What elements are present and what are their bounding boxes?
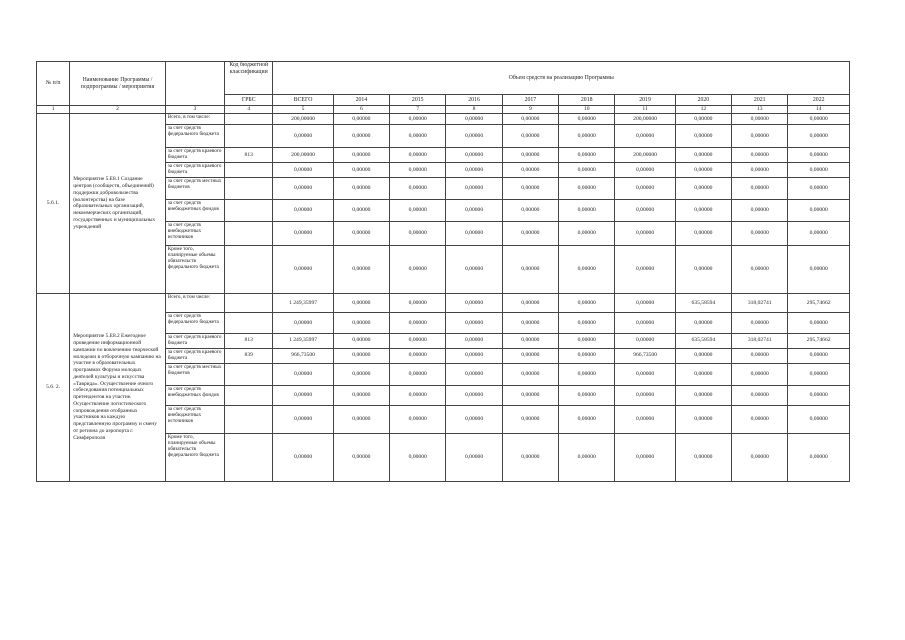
year-value-cell: 0,00000 xyxy=(502,348,558,363)
grbs-code xyxy=(225,162,273,177)
year-value-cell: 0,00000 xyxy=(732,363,788,385)
year-value-cell: 0,00000 xyxy=(788,125,850,148)
header-row-number: № п/п xyxy=(37,62,70,106)
year-value-cell: 0,00000 xyxy=(502,125,558,148)
year-value-cell: 200,00000 xyxy=(615,114,675,125)
year-value-cell: 0,00000 xyxy=(559,405,615,433)
grbs-code xyxy=(225,433,273,481)
year-value-cell: 0,00000 xyxy=(675,148,731,163)
header-year-2014: 2014 xyxy=(333,95,389,106)
year-value-cell: 0,00000 xyxy=(615,385,675,405)
year-value-cell: 0,00000 xyxy=(446,333,502,348)
year-value-cell: 0,00000 xyxy=(615,162,675,177)
year-value-cell: 0,00000 xyxy=(333,348,389,363)
year-value-cell: 0,00000 xyxy=(502,363,558,385)
total-value-cell: 1 249,35997 xyxy=(273,293,333,312)
column-number: 9 xyxy=(502,106,558,114)
funding-source-label: за счет средств внебюджетных источников xyxy=(165,405,224,433)
total-value-cell: 1 249,35997 xyxy=(273,333,333,348)
year-value-cell: 0,00000 xyxy=(559,162,615,177)
grbs-code xyxy=(225,199,273,221)
year-value-cell: 0,00000 xyxy=(615,405,675,433)
year-value-cell: 0,00000 xyxy=(390,433,446,481)
year-value-cell: 0,00000 xyxy=(502,433,558,481)
year-value-cell: 0,00000 xyxy=(333,148,389,163)
year-value-cell: 0,00000 xyxy=(502,405,558,433)
year-value-cell: 0,00000 xyxy=(390,245,446,293)
year-value-cell: 0,00000 xyxy=(333,363,389,385)
year-value-cell: 0,00000 xyxy=(446,245,502,293)
year-value-cell: 0,00000 xyxy=(788,405,850,433)
activity-number: 5.6. 2. xyxy=(37,293,70,481)
funding-source-label: Всего, в том числе: xyxy=(165,114,224,125)
funding-source-label: за счет средств внебюджетных фондов xyxy=(165,385,224,405)
year-value-cell: 0,00000 xyxy=(675,348,731,363)
year-value-cell: 0,00000 xyxy=(788,177,850,199)
header-year-2015: 2015 xyxy=(390,95,446,106)
grbs-code xyxy=(225,114,273,125)
table-row xyxy=(37,293,850,312)
year-value-cell: 0,00000 xyxy=(675,363,731,385)
year-value-cell: 0,00000 xyxy=(732,245,788,293)
year-value-cell: 0,00000 xyxy=(675,177,731,199)
year-value-cell: 0,00000 xyxy=(732,148,788,163)
year-value-cell: 0,00000 xyxy=(446,385,502,405)
year-value-cell: 0,00000 xyxy=(446,293,502,312)
year-value-cell: 0,00000 xyxy=(446,405,502,433)
column-number-row xyxy=(37,106,850,114)
year-value-cell: 0,00000 xyxy=(732,162,788,177)
total-value-cell: 0,00000 xyxy=(273,245,333,293)
column-number: 8 xyxy=(446,106,502,114)
year-value-cell: 966,73500 xyxy=(615,348,675,363)
header-funding-volume: Объем средств на реализацию Программы xyxy=(273,62,850,95)
year-value-cell: 0,00000 xyxy=(615,125,675,148)
funding-source-label: за счет средств федерального бюджета xyxy=(165,125,224,148)
year-value-cell: 0,00000 xyxy=(615,221,675,245)
year-value-cell: 0,00000 xyxy=(788,385,850,405)
grbs-code xyxy=(225,385,273,405)
year-value-cell: 0,00000 xyxy=(390,221,446,245)
column-number: 6 xyxy=(333,106,389,114)
year-value-cell: 0,00000 xyxy=(333,333,389,348)
total-value-cell: 0,00000 xyxy=(273,125,333,148)
year-value-cell: 0,00000 xyxy=(788,348,850,363)
grbs-code xyxy=(225,125,273,148)
grbs-code xyxy=(225,312,273,333)
column-number: 3 xyxy=(165,106,224,114)
year-value-cell: 0,00000 xyxy=(675,385,731,405)
year-value-cell: 0,00000 xyxy=(675,114,731,125)
year-value-cell: 0,00000 xyxy=(390,148,446,163)
funding-source-label: за счет средств местных бюджетов xyxy=(165,177,224,199)
year-value-cell: 0,00000 xyxy=(615,245,675,293)
total-value-cell: 0,00000 xyxy=(273,405,333,433)
grbs-code xyxy=(225,221,273,245)
year-value-cell: 0,00000 xyxy=(559,385,615,405)
year-value-cell: 0,00000 xyxy=(675,199,731,221)
funding-source-label: Кроме того, планируемые объемы обязательств федерального бюджета xyxy=(165,245,224,293)
year-value-cell: 0,00000 xyxy=(390,405,446,433)
year-value-cell: 0,00000 xyxy=(675,221,731,245)
year-value-cell: 0,00000 xyxy=(446,177,502,199)
total-value-cell: 0,00000 xyxy=(273,433,333,481)
year-value-cell: 0,00000 xyxy=(675,125,731,148)
column-number: 11 xyxy=(615,106,675,114)
year-value-cell: 0,00000 xyxy=(732,114,788,125)
year-value-cell: 0,00000 xyxy=(502,245,558,293)
year-value-cell: 0,00000 xyxy=(675,433,731,481)
total-value-cell: 0,00000 xyxy=(273,221,333,245)
year-value-cell: 295,74662 xyxy=(788,293,850,312)
funding-source-label: Кроме того, планируемые объемы обязательств федерального бюджета xyxy=(165,433,224,481)
year-value-cell: 0,00000 xyxy=(559,125,615,148)
year-value-cell: 0,00000 xyxy=(615,333,675,348)
year-value-cell: 0,00000 xyxy=(446,312,502,333)
year-value-cell: 0,00000 xyxy=(732,312,788,333)
year-value-cell: 0,00000 xyxy=(333,162,389,177)
year-value-cell: 0,00000 xyxy=(615,199,675,221)
total-value-cell: 0,00000 xyxy=(273,312,333,333)
year-value-cell: 0,00000 xyxy=(788,199,850,221)
column-number: 13 xyxy=(732,106,788,114)
year-value-cell: 0,00000 xyxy=(559,245,615,293)
year-value-cell: 0,00000 xyxy=(333,177,389,199)
year-value-cell: 0,00000 xyxy=(732,433,788,481)
year-value-cell: 0,00000 xyxy=(732,348,788,363)
year-value-cell: 0,00000 xyxy=(502,312,558,333)
year-value-cell: 0,00000 xyxy=(390,177,446,199)
year-value-cell: 0,00000 xyxy=(788,363,850,385)
year-value-cell: 0,00000 xyxy=(559,199,615,221)
total-value-cell: 0,00000 xyxy=(273,177,333,199)
year-value-cell: 0,00000 xyxy=(502,199,558,221)
year-value-cell: 0,00000 xyxy=(675,405,731,433)
year-value-cell: 0,00000 xyxy=(446,114,502,125)
year-value-cell: 0,00000 xyxy=(390,125,446,148)
header-year-2019: 2019 xyxy=(615,95,675,106)
year-value-cell: 0,00000 xyxy=(333,114,389,125)
year-value-cell: 0,00000 xyxy=(502,333,558,348)
funding-source-label: Всего, в том числе: xyxy=(165,293,224,312)
year-value-cell: 0,00000 xyxy=(559,114,615,125)
year-value-cell: 0,00000 xyxy=(390,385,446,405)
column-number: 7 xyxy=(390,106,446,114)
header-empty xyxy=(165,62,224,106)
year-value-cell: 0,00000 xyxy=(333,312,389,333)
year-value-cell: 0,00000 xyxy=(559,221,615,245)
year-value-cell: 0,00000 xyxy=(446,199,502,221)
header-year-2022: 2022 xyxy=(788,95,850,106)
header-total: ВСЕГО xyxy=(273,95,333,106)
grbs-code xyxy=(225,177,273,199)
year-value-cell: 0,00000 xyxy=(333,221,389,245)
year-value-cell: 0,00000 xyxy=(390,348,446,363)
activity-number: 5.6.1. xyxy=(37,114,70,294)
column-number: 1 xyxy=(37,106,70,114)
year-value-cell: 0,00000 xyxy=(502,293,558,312)
funding-source-label: за счет средств местных бюджетов xyxy=(165,363,224,385)
year-value-cell: 0,00000 xyxy=(788,312,850,333)
year-value-cell: 0,00000 xyxy=(502,385,558,405)
grbs-code xyxy=(225,293,273,312)
year-value-cell: 0,00000 xyxy=(732,405,788,433)
funding-source-label: за счет средств федерального бюджета xyxy=(165,312,224,333)
year-value-cell: 0,00000 xyxy=(675,312,731,333)
year-value-cell: 0,00000 xyxy=(559,348,615,363)
grbs-code xyxy=(225,363,273,385)
year-value-cell: 0,00000 xyxy=(390,333,446,348)
year-value-cell: 0,00000 xyxy=(615,293,675,312)
header-year-2020: 2020 xyxy=(675,95,731,106)
year-value-cell: 0,00000 xyxy=(390,293,446,312)
year-value-cell: 0,00000 xyxy=(559,333,615,348)
year-value-cell: 0,00000 xyxy=(390,199,446,221)
grbs-code xyxy=(225,405,273,433)
year-value-cell: 0,00000 xyxy=(559,433,615,481)
column-number: 14 xyxy=(788,106,850,114)
header-year-2017: 2017 xyxy=(502,95,558,106)
year-value-cell: 0,00000 xyxy=(446,433,502,481)
year-value-cell: 0,00000 xyxy=(788,162,850,177)
year-value-cell: 635,58594 xyxy=(675,293,731,312)
year-value-cell: 0,00000 xyxy=(333,125,389,148)
year-value-cell: 0,00000 xyxy=(615,177,675,199)
year-value-cell: 0,00000 xyxy=(788,433,850,481)
year-value-cell: 0,00000 xyxy=(559,363,615,385)
header-year-2016: 2016 xyxy=(446,95,502,106)
total-value-cell: 0,00000 xyxy=(273,199,333,221)
year-value-cell: 0,00000 xyxy=(502,148,558,163)
year-value-cell: 0,00000 xyxy=(502,162,558,177)
header-year-2021: 2021 xyxy=(732,95,788,106)
year-value-cell: 0,00000 xyxy=(788,114,850,125)
year-value-cell: 0,00000 xyxy=(788,221,850,245)
year-value-cell: 635,58594 xyxy=(675,333,731,348)
year-value-cell: 0,00000 xyxy=(333,245,389,293)
year-value-cell: 0,00000 xyxy=(559,148,615,163)
total-value-cell: 0,00000 xyxy=(273,162,333,177)
total-value-cell: 200,00000 xyxy=(273,148,333,163)
year-value-cell: 0,00000 xyxy=(446,162,502,177)
year-value-cell: 0,00000 xyxy=(559,177,615,199)
year-value-cell: 0,00000 xyxy=(732,125,788,148)
year-value-cell: 0,00000 xyxy=(390,312,446,333)
year-value-cell: 0,00000 xyxy=(333,199,389,221)
year-value-cell: 0,00000 xyxy=(559,293,615,312)
year-value-cell: 318,02741 xyxy=(732,333,788,348)
total-value-cell: 200,00000 xyxy=(273,114,333,125)
header-budget-classification: Код бюджетной классификации xyxy=(225,62,273,95)
column-number: 5 xyxy=(273,106,333,114)
year-value-cell: 0,00000 xyxy=(390,363,446,385)
column-number: 4 xyxy=(225,106,273,114)
year-value-cell: 0,00000 xyxy=(615,363,675,385)
year-value-cell: 0,00000 xyxy=(615,433,675,481)
year-value-cell: 0,00000 xyxy=(333,433,389,481)
year-value-cell: 0,00000 xyxy=(502,114,558,125)
funding-source-label: за счет средств внебюджетных фондов xyxy=(165,199,224,221)
grbs-code: 839 xyxy=(225,348,273,363)
year-value-cell: 0,00000 xyxy=(446,363,502,385)
funding-source-label: за счет средств краевого бюджета xyxy=(165,333,224,348)
year-value-cell: 0,00000 xyxy=(446,348,502,363)
funding-source-label: за счет средств краевого бюджета xyxy=(165,148,224,163)
program-funding-table xyxy=(36,61,850,482)
year-value-cell: 0,00000 xyxy=(390,162,446,177)
year-value-cell: 0,00000 xyxy=(732,385,788,405)
grbs-code: 813 xyxy=(225,148,273,163)
total-value-cell: 0,00000 xyxy=(273,363,333,385)
total-value-cell: 966,73500 xyxy=(273,348,333,363)
year-value-cell: 0,00000 xyxy=(675,245,731,293)
funding-source-label: за счет средств краевого бюджета xyxy=(165,162,224,177)
year-value-cell: 0,00000 xyxy=(446,148,502,163)
year-value-cell: 0,00000 xyxy=(788,148,850,163)
header-year-2018: 2018 xyxy=(559,95,615,106)
year-value-cell: 0,00000 xyxy=(446,221,502,245)
header-grbs: ГРБС xyxy=(225,95,273,106)
funding-source-label: за счет средств внебюджетных источников xyxy=(165,221,224,245)
year-value-cell: 0,00000 xyxy=(446,125,502,148)
year-value-cell: 0,00000 xyxy=(559,312,615,333)
total-value-cell: 0,00000 xyxy=(273,385,333,405)
year-value-cell: 318,02741 xyxy=(732,293,788,312)
year-value-cell: 0,00000 xyxy=(732,221,788,245)
year-value-cell: 0,00000 xyxy=(788,245,850,293)
activity-title: Мероприятие 5.Е8.2 Ежегодное проведение информационной кампании по вовлечению творческой молодежи в отборочную кампанию на участие в образовательных программах Форума молодых деятелей культуры и искусства «Таврида». Осуществление очного собеседования потенциальных претендентов на участие. Осуществление логистического сопровождения отобранных участников на каждую представленную программу и смену от региона до аэропорта г. Симферополя xyxy=(70,293,166,481)
funding-source-label: за счет средств краевого бюджета xyxy=(165,348,224,363)
header-program-name: Наименование Программы / подпрограммы / мероприятия xyxy=(70,62,166,106)
grbs-code: 813 xyxy=(225,333,273,348)
year-value-cell: 200,00000 xyxy=(615,148,675,163)
year-value-cell: 0,00000 xyxy=(390,114,446,125)
column-number: 2 xyxy=(70,106,166,114)
year-value-cell: 0,00000 xyxy=(615,312,675,333)
year-value-cell: 0,00000 xyxy=(333,293,389,312)
year-value-cell: 0,00000 xyxy=(675,162,731,177)
column-number: 10 xyxy=(559,106,615,114)
year-value-cell: 0,00000 xyxy=(502,177,558,199)
year-value-cell: 0,00000 xyxy=(333,405,389,433)
grbs-code xyxy=(225,245,273,293)
table-row xyxy=(37,114,850,125)
activity-title: Мероприятие 5.Е8.1 Создание центров (сообществ, объединений) поддержки добровольчества (волонтерства) на базе образовательных организаций, некоммерческих организаций, государственных и муниципальных учреждений xyxy=(70,114,166,294)
column-number: 12 xyxy=(675,106,731,114)
year-value-cell: 0,00000 xyxy=(502,221,558,245)
year-value-cell: 295,74662 xyxy=(788,333,850,348)
year-value-cell: 0,00000 xyxy=(333,385,389,405)
year-value-cell: 0,00000 xyxy=(732,177,788,199)
year-value-cell: 0,00000 xyxy=(732,199,788,221)
